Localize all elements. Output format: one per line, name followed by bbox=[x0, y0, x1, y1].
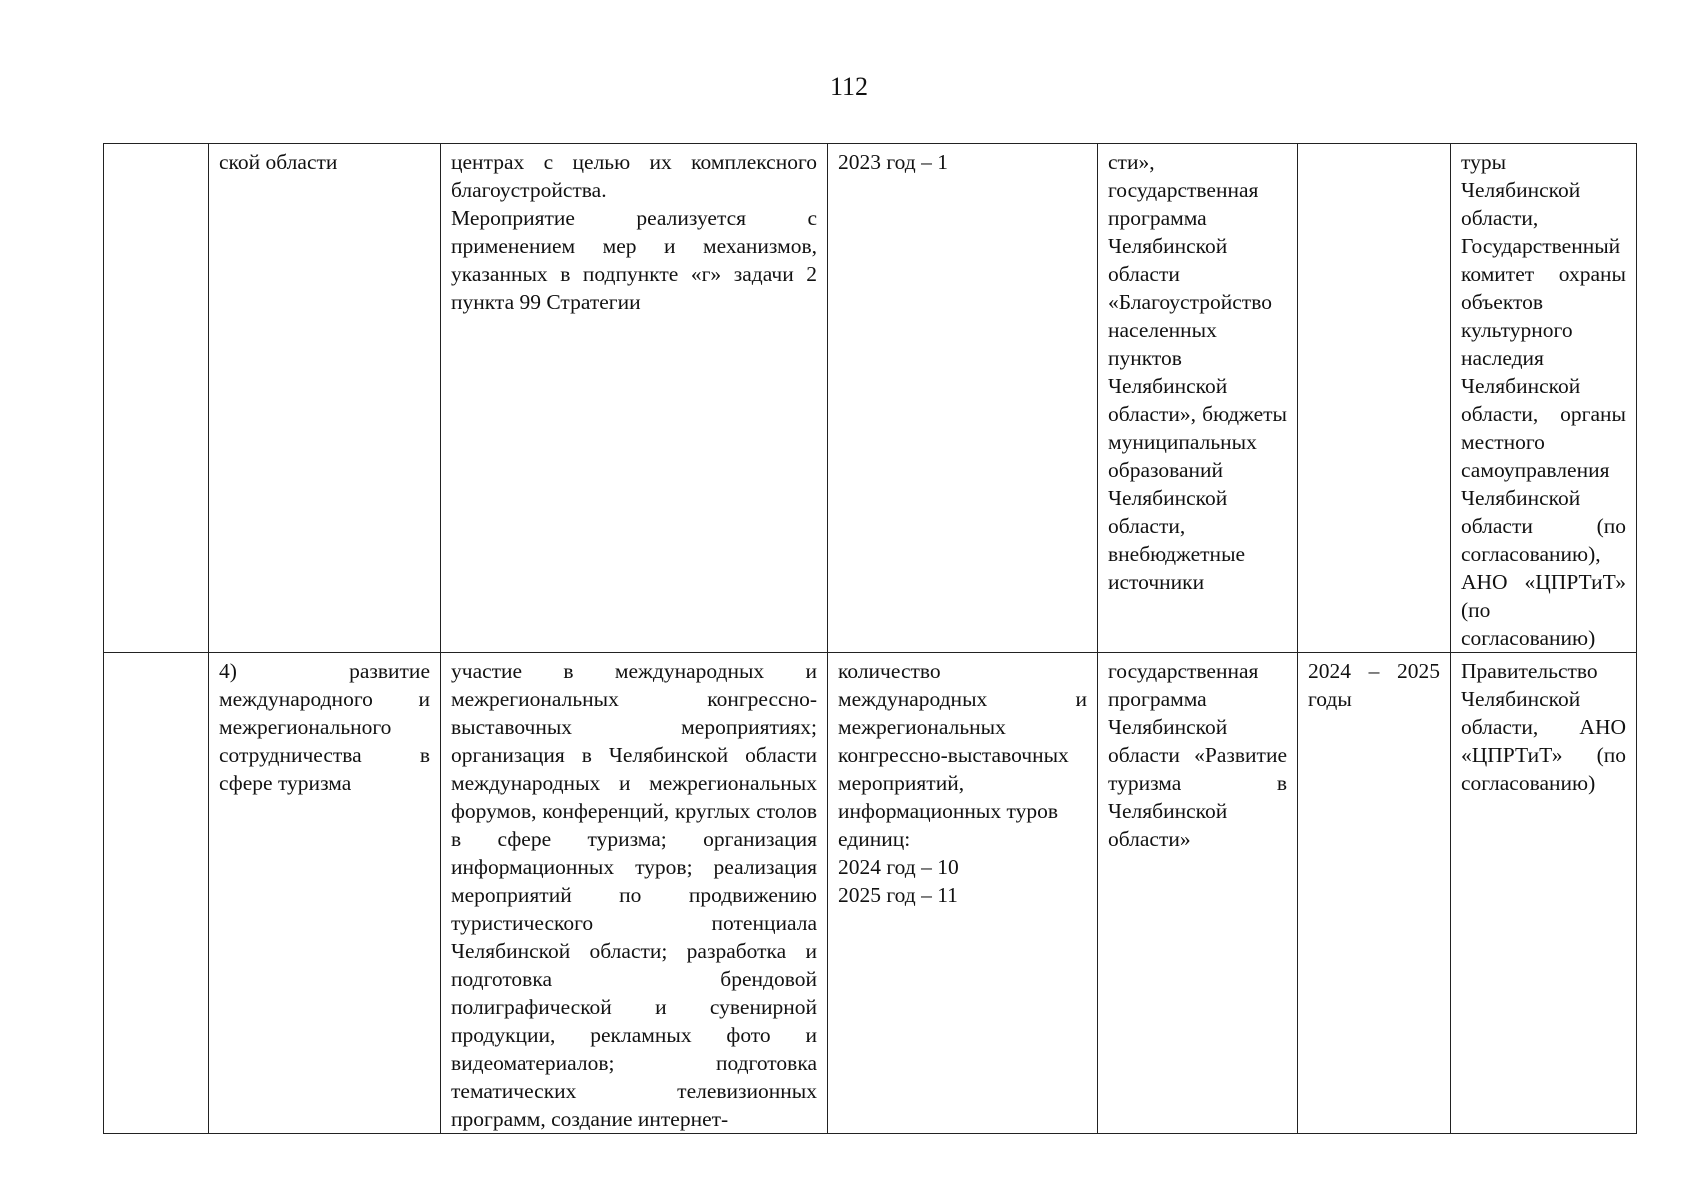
cell-activity: участие в международных и межрегиональных конгрессно-выставочных мероприятиях; организация в Челябинской области международных и межрегиональных форумов, конференций, круглых столов в сфере туризма; организация информационных туров; реализация мероприятий по продвижению туристического потенциала Челябинской области; разработка и подготовка брендовой полиграфической и сувенирной продукции, рекламных фото и видеоматериалов; подготовка тематических телевизионных программ, создание интернет- bbox=[441, 653, 828, 1134]
cell-funding: сти», государственная программа Челябинской области «Благоустройство населенных пунктов Челябинской области», бюджеты муниципальных образований Челябинской области, внебюджетные источники bbox=[1098, 144, 1298, 653]
cell-indicator: 2023 год – 1 bbox=[828, 144, 1098, 653]
cell-activity: центрах с целью их комплексного благоустройства. Мероприятие реализуется с применением мер и механизмов, указанных в подпункте «г» задачи 2 пункта 99 Стратегии bbox=[441, 144, 828, 653]
cell-number bbox=[104, 653, 209, 1134]
page-number: 112 bbox=[829, 72, 869, 101]
cell-task: 4) развитие международного и межрегионального сотрудничества в сфере туризма bbox=[209, 653, 441, 1134]
cell-number bbox=[104, 144, 209, 653]
cell-responsible: Правительство Челябинской области, АНО «ЦПРТиТ» (по согласованию) bbox=[1451, 653, 1637, 1134]
cell-responsible: туры Челябинской области, Государственный комитет охраны объектов культурного наследия Челябинской области, органы местного самоуправления Челябинской области (по согласованию), АНО «ЦПРТиТ» (по согласованию) bbox=[1451, 144, 1637, 653]
cell-period bbox=[1298, 144, 1451, 653]
cell-period: 2024 – 2025 годы bbox=[1298, 653, 1451, 1134]
cell-funding: государственная программа Челябинской области «Развитие туризма в Челябинской области» bbox=[1098, 653, 1298, 1134]
table-row bbox=[104, 653, 1637, 1134]
cell-indicator: количество международных и межрегиональных конгрессно-выставочных мероприятий, информационных туров единиц: 2024 год – 10 2025 год – 11 bbox=[828, 653, 1098, 1134]
table-row bbox=[104, 144, 1637, 653]
cell-task: ской области bbox=[209, 144, 441, 653]
program-table bbox=[103, 143, 1637, 1134]
